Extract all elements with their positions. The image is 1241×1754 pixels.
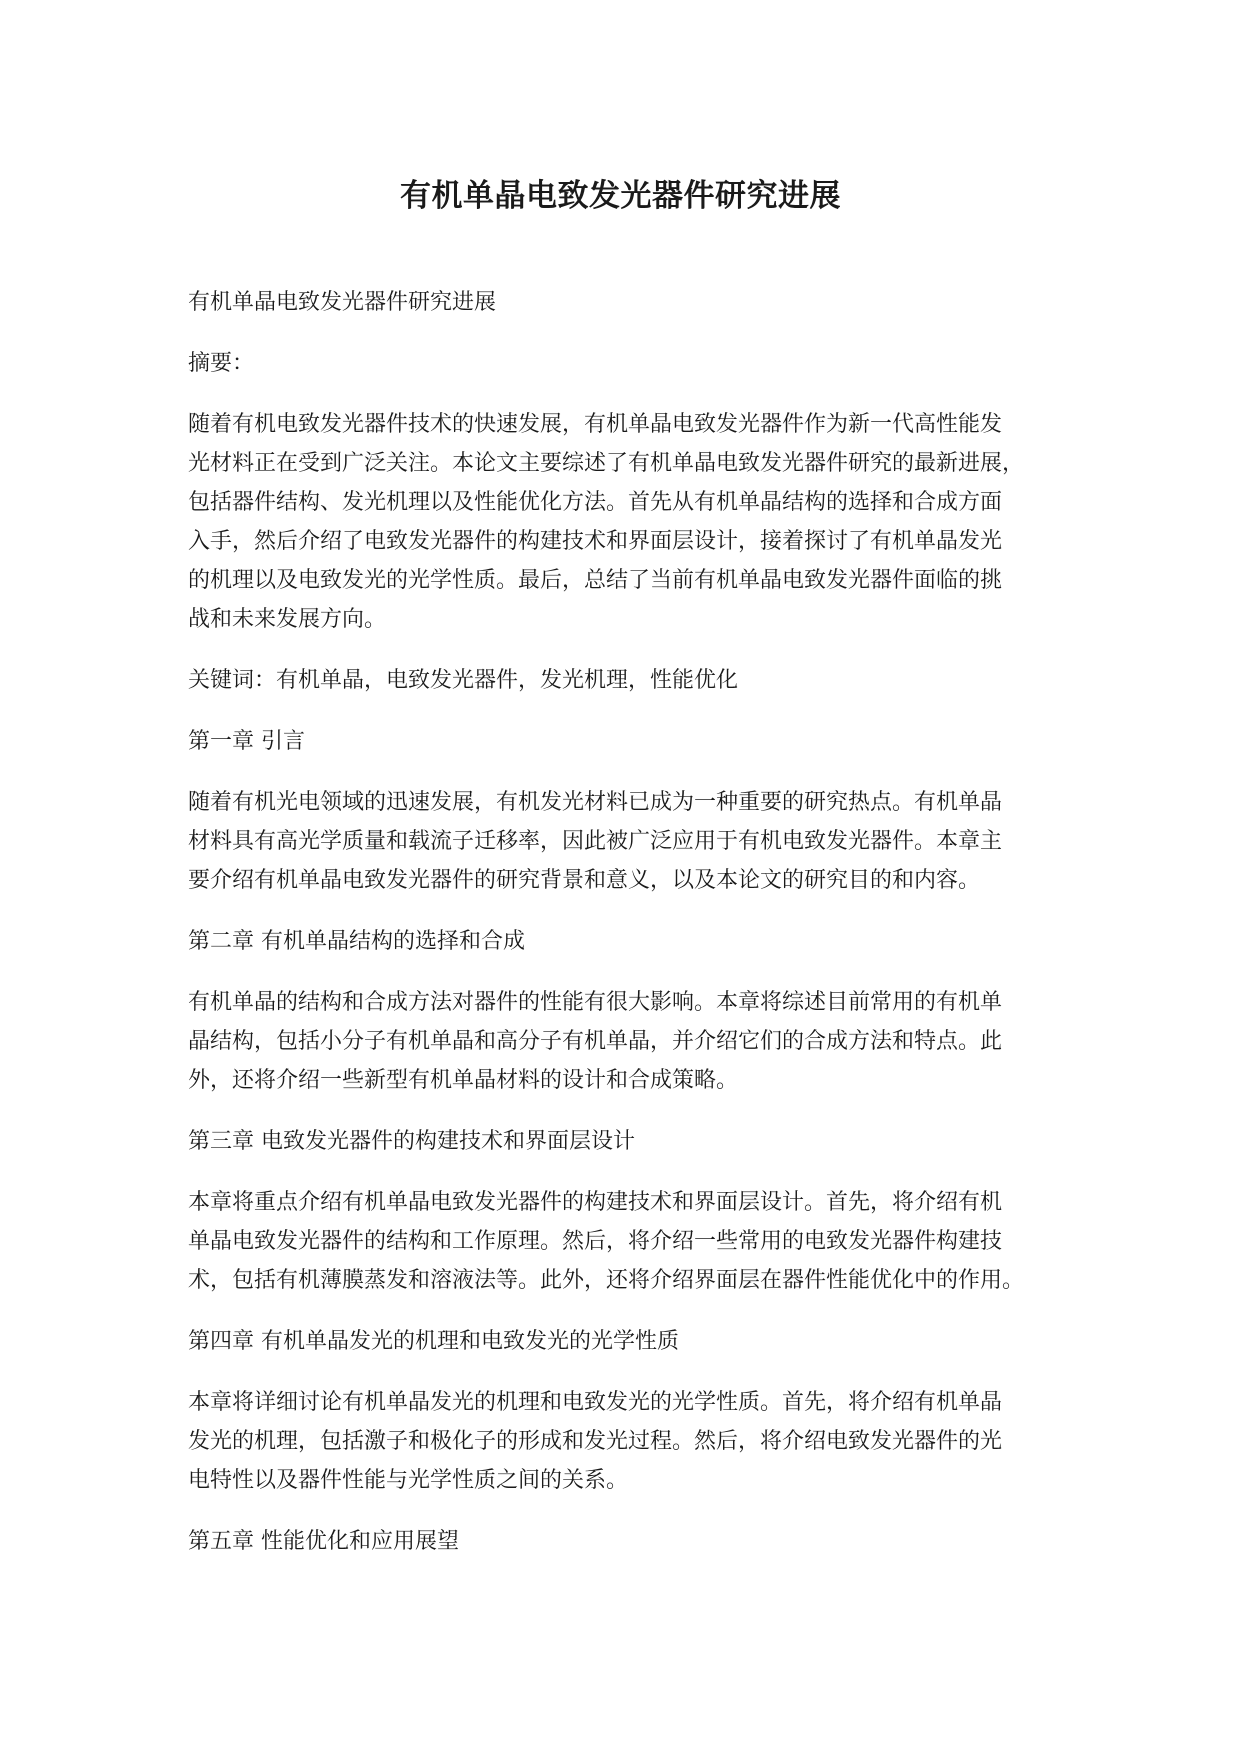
paragraph-line: 随着有机光电领域的迅速发展，有机发光材料已成为一种重要的研究热点。有机单晶 [188,790,1003,815]
chapter-3-heading: 第三章 电致发光器件的构建技术和界面层设计 [188,1129,635,1154]
abstract-heading: 摘要： [188,351,255,376]
paragraph-line: 外，还将介绍一些新型有机单晶材料的设计和合成策略。 [188,1068,739,1093]
chapter-3-paragraph [188,1183,1078,1300]
chapter-2-heading: 第二章 有机单晶结构的选择和合成 [188,929,525,954]
paragraph-line: 有机单晶的结构和合成方法对器件的性能有很大影响。本章将综述目前常用的有机单 [188,990,1003,1015]
chapter-1-heading: 第一章 引言 [188,729,305,754]
abstract-line: 战和未来发展方向。 [188,607,387,632]
paragraph-line: 材料具有高光学质量和载流子迁移率，因此被广泛应用于有机电致发光器件。本章主 [188,829,1003,854]
paragraph-line: 晶结构，包括小分子有机单晶和高分子有机单晶，并介绍它们的合成方法和特点。此 [188,1029,1003,1054]
chapter-4-heading: 第四章 有机单晶发光的机理和电致发光的光学性质 [188,1329,679,1354]
chapter-1-paragraph [188,783,1078,900]
chapter-5-heading: 第五章 性能优化和应用展望 [188,1529,459,1554]
keywords-line: 关键词：有机单晶，电致发光器件，发光机理，性能优化 [188,668,739,693]
paragraph-line: 单晶电致发光器件的结构和工作原理。然后，将介绍一些常用的电致发光器件构建技 [188,1229,1003,1254]
paragraph-line: 本章将重点介绍有机单晶电致发光器件的构建技术和界面层设计。首先，将介绍有机 [188,1190,1003,1215]
paragraph-line: 电特性以及器件性能与光学性质之间的关系。 [188,1468,629,1493]
chapter-2-paragraph [188,983,1078,1100]
paragraph-line: 要介绍有机单晶电致发光器件的研究背景和意义，以及本论文的研究目的和内容。 [188,868,981,893]
abstract-line: 的机理以及电致发光的光学性质。最后，总结了当前有机单晶电致发光器件面临的挑 [188,568,1003,593]
document-title: 有机单晶电致发光器件研究进展 [400,178,841,214]
abstract-line: 随着有机电致发光器件技术的快速发展，有机单晶电致发光器件作为新一代高性能发 [188,412,1003,437]
abstract-line: 光材料正在受到广泛关注。本论文主要综述了有机单晶电致发光器件研究的最新进展， [188,451,1025,476]
document-body [188,283,1078,1561]
paragraph-line: 发光的机理，包括激子和极化子的形成和发光过程。然后，将介绍电致发光器件的光 [188,1429,1003,1454]
abstract-line: 包括器件结构、发光机理以及性能优化方法。首先从有机单晶结构的选择和合成方面 [188,490,1003,515]
abstract-line: 入手，然后介绍了电致发光器件的构建技术和界面层设计，接着探讨了有机单晶发光 [188,529,1003,554]
chapter-4-paragraph [188,1383,1078,1500]
paragraph-line: 术，包括有机薄膜蒸发和溶液法等。此外，还将介绍界面层在器件性能优化中的作用。 [188,1268,1025,1293]
paragraph-line: 本章将详细讨论有机单晶发光的机理和电致发光的光学性质。首先，将介绍有机单晶 [188,1390,1003,1415]
abstract-paragraph [188,405,1078,639]
document-subtitle: 有机单晶电致发光器件研究进展 [188,290,497,315]
